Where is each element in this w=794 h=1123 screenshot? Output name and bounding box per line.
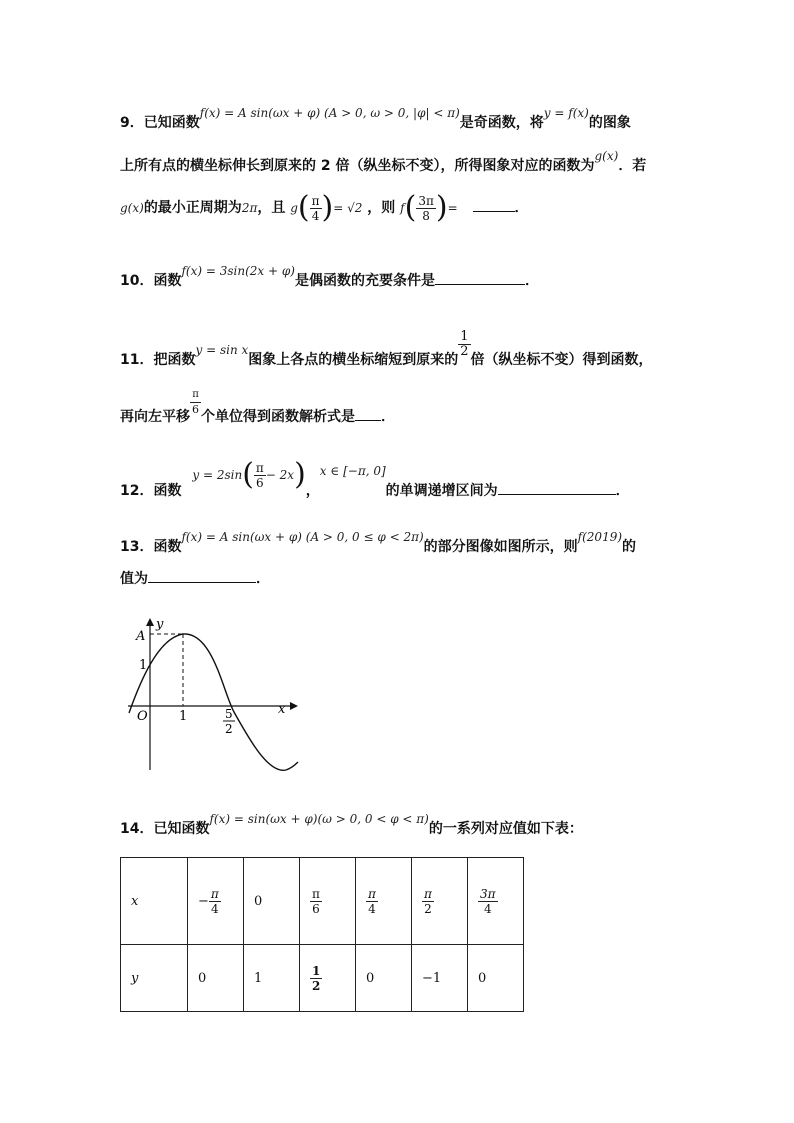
x-neg-pi4	[209, 887, 221, 916]
left-paren: (	[242, 457, 254, 492]
fraction-numerator: π	[311, 193, 320, 208]
q14-line	[120, 812, 583, 838]
q11-line1	[120, 329, 653, 368]
x-3pi4	[478, 887, 498, 916]
table-cell	[121, 945, 188, 1012]
table-cell	[188, 858, 244, 945]
q12-number: 12．	[120, 483, 154, 499]
left-paren: (	[297, 190, 310, 225]
answer-blank[interactable]	[498, 482, 616, 495]
answer-blank[interactable]	[148, 570, 256, 583]
q13-number: 13．	[120, 539, 154, 555]
q10-function: f(x) = 3sin(2x + φ)	[181, 264, 295, 278]
q10-text: 函数	[153, 273, 182, 289]
q9-text: 上所有点的横坐标伸长到原来的 2 倍（纵坐标不变），所得图象对应的函数为	[120, 158, 595, 174]
q11-text: 个单位得到函数解析式是	[201, 408, 355, 425]
table-cell	[356, 858, 412, 945]
fraction-denominator: 4	[366, 901, 378, 916]
table-cell	[121, 858, 188, 945]
q12-line	[120, 457, 630, 499]
fraction-numerator: 1	[312, 963, 321, 978]
table-cell: 1	[244, 945, 300, 1012]
fraction-numerator: π	[424, 886, 432, 901]
q12-y-prefix: y = 2sin	[192, 468, 243, 482]
fraction-numerator: π	[210, 886, 219, 901]
q9-f-fraction	[416, 194, 436, 223]
one-y-label: 1	[139, 658, 148, 673]
x-pi4	[366, 887, 378, 916]
fraction-denominator: 2	[312, 978, 321, 993]
q13-f2019: f(2019)	[577, 530, 623, 544]
q13-function: f(x) = A sin(ωx + φ) (A > 0, 0 ≤ φ < 2π)	[181, 530, 424, 544]
y-header: y	[131, 970, 139, 986]
fraction-numerator: 3π	[418, 193, 434, 208]
q12-domain: x ∈ [−π, 0]	[319, 464, 386, 478]
q9-function-def: f(x) = A sin(ωx + φ) (A > 0, ω > 0, |φ| < π)	[199, 106, 460, 120]
q9-text: 的最小正周期为	[143, 200, 242, 216]
q12-text: 函数	[153, 483, 182, 499]
q14-number: 14．	[120, 821, 154, 837]
fraction-numerator: π	[255, 460, 264, 475]
table-row-y	[121, 945, 524, 1012]
q12-fraction	[254, 461, 266, 490]
table-cell	[300, 858, 356, 945]
q9-g-prefix: g	[290, 201, 298, 215]
q10-line	[120, 264, 539, 290]
sine-curve	[129, 634, 298, 770]
minus-sign: −	[198, 893, 209, 909]
answer-blank[interactable]	[473, 199, 515, 212]
right-paren: )	[435, 190, 448, 225]
q9-g-fraction	[310, 194, 322, 223]
q9-g-value: = √2	[333, 201, 363, 215]
A-label: A	[136, 629, 146, 644]
q9-text: 已知函数	[143, 115, 200, 131]
fraction-denominator: 2	[422, 901, 434, 916]
fraction-numerator: π	[368, 886, 376, 901]
q11-end: ．	[381, 408, 395, 425]
table-cell: 0	[244, 858, 300, 945]
q11-text: 把函数	[153, 351, 196, 368]
table-cell	[300, 945, 356, 1012]
q14-text: 已知函数	[153, 821, 210, 837]
right-paren: )	[321, 190, 334, 225]
sine-graph	[118, 612, 308, 777]
y-axis-label: y	[156, 617, 164, 632]
fraction-denominator: 6	[310, 901, 322, 916]
q11-text: 图象上各点的横坐标缩短到原来的	[248, 351, 459, 368]
q14-text: 的一系列对应值如下表：	[428, 821, 583, 837]
y-half	[310, 964, 322, 993]
q11-number: 11．	[120, 351, 154, 368]
y-axis-arrow	[146, 618, 154, 626]
q9-line2	[120, 149, 647, 175]
fraction-numerator: π	[312, 886, 320, 901]
table-cell	[468, 858, 524, 945]
x-axis-arrow	[290, 702, 298, 710]
table-cell: 0	[356, 945, 412, 1012]
x52-den-label: 2	[225, 722, 233, 736]
fraction-denominator: 6	[254, 475, 266, 490]
q13-text: 值为	[120, 571, 148, 587]
fraction-denominator: 8	[416, 208, 436, 223]
q9-text: ，且	[257, 200, 286, 216]
q11-text: 再向左平移	[120, 408, 190, 425]
fraction-denominator: 2	[460, 344, 469, 359]
q9-line1	[120, 106, 631, 132]
q11-function: y = sin x	[195, 342, 249, 357]
x-header: x	[131, 893, 139, 909]
q9-number: 9．	[120, 115, 144, 131]
q13-text: 的部分图像如图所示，则	[423, 539, 578, 555]
x52-num-label: 5	[225, 707, 233, 721]
fraction-denominator: 4	[478, 901, 498, 916]
q11-half-fraction	[458, 330, 470, 359]
q11-text: 倍（纵坐标不变）得到函数，	[470, 351, 653, 368]
q11-line2	[120, 388, 395, 425]
q13-end: ．	[256, 571, 270, 587]
q9-f-prefix: f	[400, 201, 405, 215]
table-cell: −1	[412, 945, 468, 1012]
table-cell	[412, 858, 468, 945]
q13-line1	[120, 530, 637, 556]
q12-y-rest: − 2x	[265, 468, 295, 482]
q13-text: 的	[622, 539, 637, 555]
q9-period: 2π	[241, 201, 258, 215]
fraction-denominator: 6	[192, 403, 199, 416]
origin-label: O	[137, 709, 148, 724]
q9-text: 的图象	[588, 115, 631, 131]
q10-end: ．	[524, 273, 539, 289]
q9-gx: g(x)	[120, 201, 144, 215]
value-table	[120, 857, 524, 1012]
q12-text: 的单调递增区间为	[385, 483, 498, 499]
q13-line2	[120, 568, 270, 588]
q9-text: 是奇函数，将	[459, 115, 544, 131]
q9-text: ．若	[618, 158, 647, 174]
q12-end: ．	[615, 483, 630, 499]
table-cell: 0	[188, 945, 244, 1012]
q9-end: ．	[514, 200, 529, 216]
fraction-numerator: 1	[460, 329, 469, 344]
x-pi6	[310, 887, 322, 916]
table-row-x	[121, 858, 524, 945]
q10-number: 10．	[120, 273, 154, 289]
answer-blank[interactable]	[355, 408, 381, 421]
fraction-numerator: π	[192, 389, 199, 400]
table-cell: 0	[468, 945, 524, 1012]
q12-comma: ，	[305, 483, 320, 499]
q9-gx: g(x)	[594, 149, 619, 163]
fraction-numerator: 3π	[480, 886, 496, 901]
right-paren: )	[294, 457, 306, 492]
q9-f-equals: =	[447, 201, 458, 215]
q14-function: f(x) = sin(ωx + φ)(ω > 0, 0 < φ < π)	[209, 812, 429, 826]
q9-text: ，则	[367, 200, 396, 216]
q11-pi6-fraction	[190, 388, 201, 417]
x-axis-label: x	[278, 702, 286, 717]
q13-text: 函数	[153, 539, 182, 555]
q10-text: 是偶函数的充要条件是	[294, 273, 435, 289]
q9-y-equals-fx: y = f(x)	[543, 106, 589, 120]
fraction-denominator: 4	[209, 901, 221, 916]
fraction-denominator: 4	[310, 208, 322, 223]
answer-blank[interactable]	[435, 272, 525, 285]
x-pi2	[422, 887, 434, 916]
x1-label: 1	[179, 709, 188, 724]
q9-line3	[120, 190, 529, 225]
left-paren: (	[404, 190, 417, 225]
